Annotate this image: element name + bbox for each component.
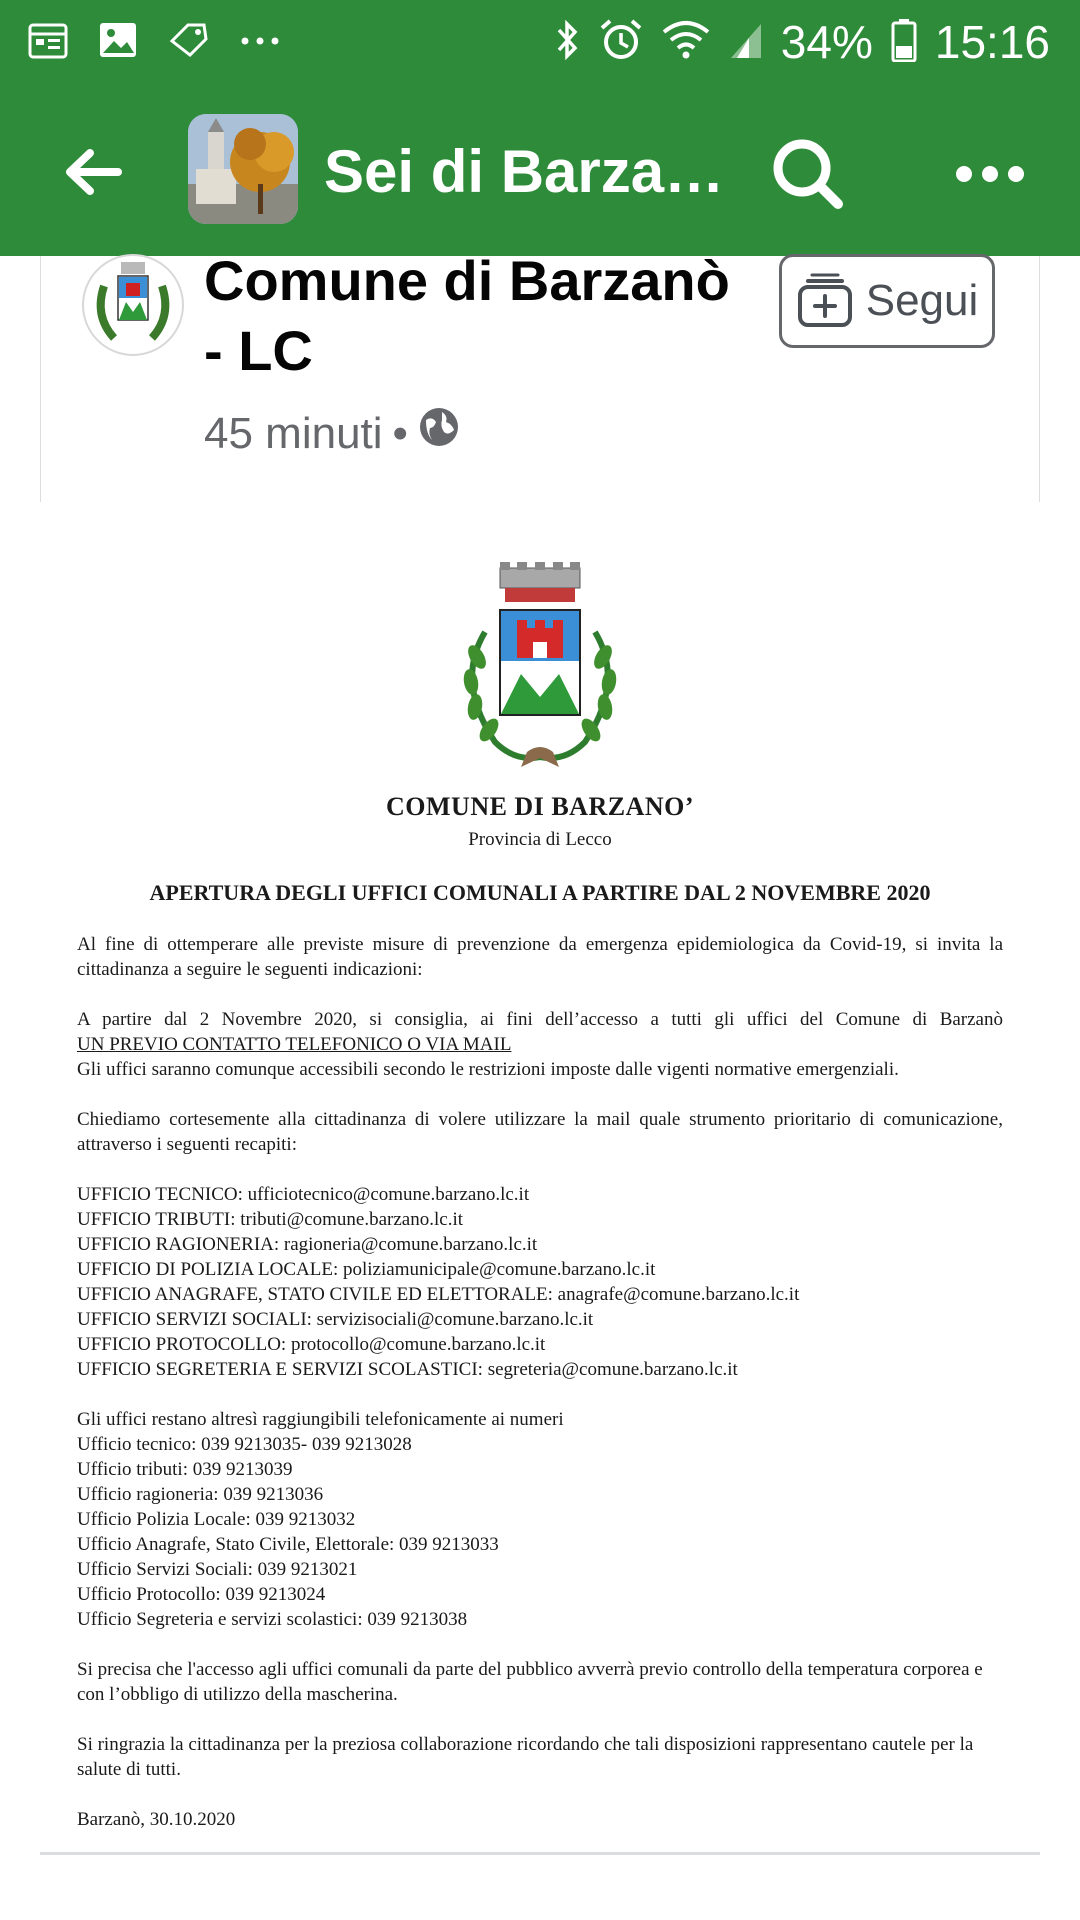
phone-list-item: Ufficio Segreteria e servizi scolastici: 039 9213038 <box>77 1609 468 1630</box>
email-list-item: UFFICIO PROTOCOLLO: protocollo@comune.barzano.lc.it <box>77 1334 546 1355</box>
status-right <box>555 12 1050 72</box>
bluetooth-icon <box>555 18 581 67</box>
access-paragraph-underlined: UN PREVIO CONTATTO TELEFONICO O VIA MAIL <box>77 1034 512 1055</box>
access-paragraph-line1: A partire dal 2 Novembre 2020, si consiglia, ai fini dell’accesso a tutti gli uffici del Comune di Barzanò <box>77 1009 1003 1030</box>
phone-list-item: Ufficio Servizi Sociali: 039 9213021 <box>77 1559 358 1580</box>
phone-list-item: Ufficio Polizia Locale: 039 9213032 <box>77 1509 356 1530</box>
back-arrow-icon <box>64 147 124 197</box>
phone-list-item: Ufficio Anagrafe, Stato Civile, Elettorale: 039 9213033 <box>77 1534 499 1555</box>
page-name[interactable]: Comune di Barzanò - LC <box>204 249 730 382</box>
wifi-icon <box>661 20 711 65</box>
back-button[interactable] <box>54 132 134 212</box>
email-list-item: UFFICIO RAGIONERIA: ragioneria@comune.barzano.lc.it <box>77 1234 538 1255</box>
battery-icon <box>891 18 917 67</box>
status-left-icons <box>28 18 280 66</box>
post-meta <box>204 406 460 462</box>
email-list-item: UFFICIO SERVIZI SOCIALI: servizisociali@comune.barzano.lc.it <box>77 1309 594 1330</box>
page-avatar[interactable] <box>82 254 184 356</box>
phones-intro: Gli uffici restano altresì raggiungibili telefonicamente ai numeri <box>77 1409 564 1430</box>
post-actions-area <box>0 1855 1080 1920</box>
access-paragraph-line3: Gli uffici saranno comunque accessibili secondo le restrizioni imposte dalle vigenti normative emergenziali. <box>77 1059 899 1080</box>
tag-icon <box>168 21 210 64</box>
more-dots-icon <box>240 33 280 51</box>
email-list-item: UFFICIO DI POLIZIA LOCALE: poliziamunicipale@comune.barzano.lc.it <box>77 1259 656 1280</box>
alarm-icon <box>599 18 643 67</box>
top-bar <box>0 0 1080 256</box>
follow-icon <box>796 273 854 329</box>
calendar-icon <box>28 21 68 64</box>
follow-label: Segui <box>865 276 979 325</box>
post-header <box>0 249 1080 502</box>
municipal-crest-icon <box>455 562 625 772</box>
phone-list-item: Ufficio Protocollo: 039 9213024 <box>77 1584 326 1605</box>
app-title[interactable]: Sei di Barza… <box>324 138 724 205</box>
search-icon <box>764 130 854 220</box>
document-subtitle: Provincia di Lecco <box>468 829 612 850</box>
thanks-paragraph: Si ringrazia la cittadinanza per la preziosa collaborazione ricordando che tali disposizioni rappresentano cautele per la salute di tutti. <box>77 1734 974 1780</box>
post-time[interactable]: 45 minuti <box>204 409 383 458</box>
intro-paragraph: Al fine di ottemperare alle previste misure di prevenzione da emergenza epidemiologica da Covid-19, si invita la cittadinanza a seguire le seguenti indicazioni: <box>77 934 1003 980</box>
email-list-item: UFFICIO ANAGRAFE, STATO CIVILE ED ELETTORALE: anagrafe@comune.barzano.lc.it <box>77 1284 800 1305</box>
battery-percent: 34% <box>780 16 873 68</box>
document-title: COMUNE DI BARZANO’ <box>386 792 694 821</box>
globe-icon <box>418 406 460 462</box>
signal-icon <box>729 20 763 65</box>
search-button[interactable] <box>764 130 854 220</box>
more-icon <box>954 164 1026 184</box>
app-bar <box>0 84 1080 256</box>
image-icon <box>98 21 138 64</box>
phone-list-item: Ufficio tributi: 039 9213039 <box>77 1459 293 1480</box>
temperature-paragraph: Si precisa che l'accesso agli uffici comunali da parte del pubblico avverrà previo controllo della temperatura corporea e con l’obbligo di utilizzo della mascherina. <box>77 1659 983 1705</box>
document-heading: APERTURA DEGLI UFFICI COMUNALI A PARTIRE DAL 2 NOVEMBRE 2020 <box>149 880 931 905</box>
meta-separator: • <box>392 409 408 458</box>
email-list-item: UFFICIO TRIBUTI: tributi@comune.barzano.lc.it <box>77 1209 464 1230</box>
email-list-item: UFFICIO SEGRETERIA E SERVIZI SCOLASTICI: segreteria@comune.barzano.lc.it <box>77 1359 738 1380</box>
phone-list-item: Ufficio ragioneria: 039 9213036 <box>77 1484 324 1505</box>
status-bar <box>0 0 1080 84</box>
signoff-date: Barzanò, 30.10.2020 <box>77 1809 236 1830</box>
email-request-paragraph: Chiediamo cortesemente alla cittadinanza di volere utilizzare la mail quale strumento prioritario di comunicazione, attraverso i seguenti recapiti: <box>77 1109 1003 1155</box>
post-image-document[interactable] <box>0 502 1080 1852</box>
follow-button[interactable] <box>779 254 995 348</box>
phone-list-item: Ufficio tecnico: 039 9213035- 039 9213028 <box>77 1434 412 1455</box>
group-avatar[interactable] <box>188 114 298 224</box>
email-list-item: UFFICIO TECNICO: ufficiotecnico@comune.barzano.lc.it <box>77 1184 530 1205</box>
document-body <box>77 932 1003 1832</box>
more-options-button[interactable] <box>950 144 1030 204</box>
clock: 15:16 <box>934 16 1050 68</box>
